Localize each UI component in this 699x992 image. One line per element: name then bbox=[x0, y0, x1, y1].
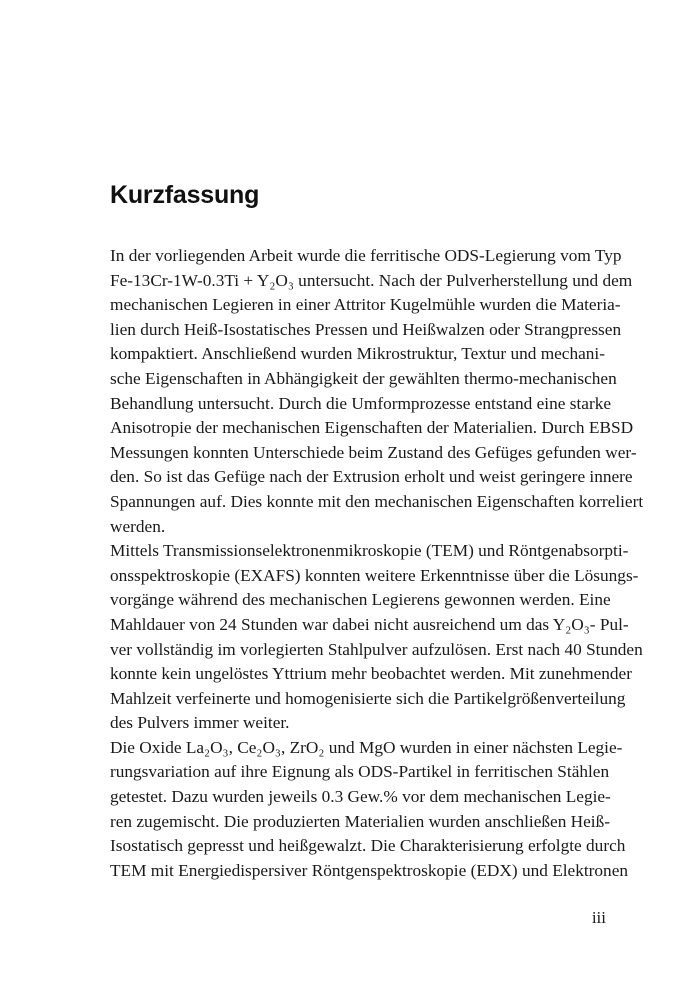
text-line: TEM mit Energiedispersiver Röntgenspektroskopie (EDX) und Elektronen bbox=[110, 860, 629, 880]
text-line: onsspektroskopie (EXAFS) konnten weitere Erkenntnisse über die Lösungs- bbox=[110, 565, 639, 585]
text-line: werden. bbox=[110, 516, 166, 536]
text-line: des Pulvers immer weiter. bbox=[110, 713, 290, 733]
text-line: konnte kein ungelöstes Yttrium mehr beobachtet werden. Mit zunehmender bbox=[110, 664, 632, 684]
text-line: Messungen konnten Unterschiede beim Zustand des Gefüges gefunden wer- bbox=[110, 442, 637, 462]
abstract-body bbox=[110, 244, 644, 883]
text-line: getestet. Dazu wurden jeweils 0.3 Gew.% vor dem mechanischen Legie- bbox=[110, 787, 611, 807]
page-title: Kurzfassung bbox=[110, 181, 260, 209]
text-line: vorgänge während des mechanischen Legierens gewonnen werden. Eine bbox=[110, 590, 611, 610]
text-line: kompaktiert. Anschließend wurden Mikrostruktur, Textur und mechani- bbox=[110, 344, 605, 364]
text-line: Spannungen auf. Dies konnte mit den mechanischen Eigenschaften korreliert bbox=[110, 491, 644, 511]
text-line: ver vollständig im vorlegierten Stahlpulver aufzulösen. Erst nach 40 Stunden bbox=[110, 639, 643, 659]
text-line: Mahldauer von 24 Stunden war dabei nicht ausreichend um das Y₂O₃- Pul- bbox=[110, 614, 629, 634]
text-line: Behandlung untersucht. Durch die Umformprozesse entstand eine starke bbox=[110, 393, 612, 413]
text-line: Mittels Transmissionselektronenmikroskopie (TEM) und Röntgenabsorpti- bbox=[110, 541, 629, 561]
text-line: rungsvariation auf ihre Eignung als ODS-Partikel in ferritischen Stählen bbox=[110, 762, 610, 782]
text-line: lien durch Heiß-Isostatisches Pressen und Heißwalzen oder Strangpressen bbox=[110, 319, 622, 339]
text-line: Anisotropie der mechanischen Eigenschaften der Materialien. Durch EBSD bbox=[110, 418, 634, 438]
text-line: mechanischen Legieren in einer Attritor Kugelmühle wurden die Materia- bbox=[110, 295, 621, 315]
page-number: iii bbox=[591, 908, 606, 927]
text-line: den. So ist das Gefüge nach der Extrusion erholt und weist geringere innere bbox=[110, 467, 633, 487]
text-line: Fe-13Cr-1W-0.3Ti + Y₂O₃ untersucht. Nach der Pulverherstellung und dem bbox=[110, 270, 633, 290]
text-line: Die Oxide La₂O₃, Ce₂O₃, ZrO₂ und MgO wurden in einer nächsten Legie- bbox=[110, 737, 623, 757]
text-line: sche Eigenschaften in Abhängigkeit der gewählten thermo-mechanischen bbox=[110, 368, 617, 388]
text-line: ren zugemischt. Die produzierten Materialien wurden anschließen Heiß- bbox=[110, 811, 611, 831]
text-line: Mahlzeit verfeinerte und homogenisierte sich die Partikelgrößenverteilung bbox=[110, 688, 626, 708]
text-line: In der vorliegenden Arbeit wurde die ferritische ODS-Legierung vom Typ bbox=[110, 246, 622, 265]
text-line: Isostatisch gepresst und heißgewalzt. Die Charakterisierung erfolgte durch bbox=[110, 836, 626, 856]
